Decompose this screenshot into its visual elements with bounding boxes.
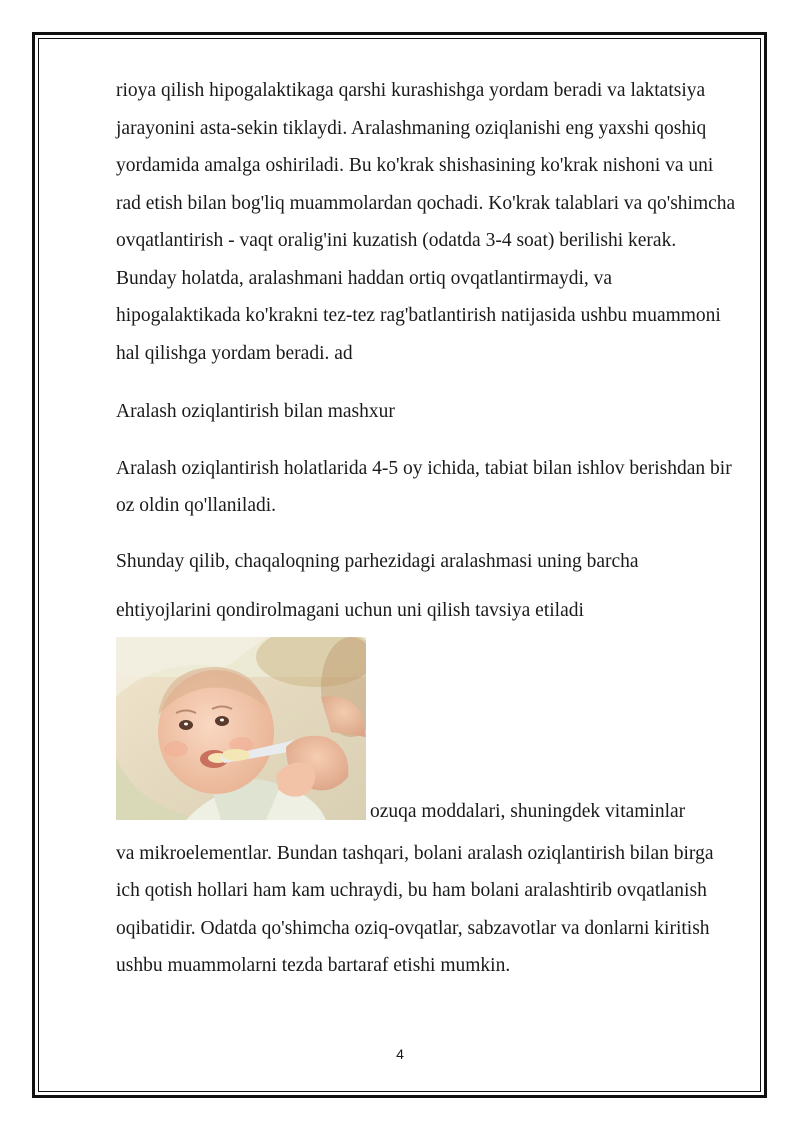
image-line	[116, 637, 736, 835]
page-number: 4	[396, 1046, 404, 1062]
image-caption-line: ozuqa moddalari, shuningdek vitaminlar	[370, 800, 686, 822]
section-heading: Aralash oziqlantirish bilan mashxur	[116, 401, 395, 422]
paragraph-2: Aralash oziqlantirish holatlarida 4-5 oy ichida, tabiat bilan ishlov berishdan bir oz oldin qo'llaniladi.	[116, 457, 732, 516]
baby-feeding-photo	[116, 637, 366, 820]
paragraph-1: rioya qilish hipogalaktikaga qarshi kurashishga yordam beradi va laktatsiya jarayonini asta-sekin tiklaydi. Aralashmaning oziqlanishi eng yaxshi qoshiq yordamida amalga oshiriladi. Bu ko'krak shishasining ko'krak nishoni va uni rad etish bilan bog'liq muammolardan qochadi. Ko'krak talablari va qo'shimcha ovqatlantirish - vaqt oralig'ini kuzatish (odatda 3-4 soat) berilishi kerak. Bunday holatda, aralashmani haddan ortiq ovqatlantirmaydi, va hipogalaktikada ko'krakni tez-tez rag'batlantirish natijasida ushbu muammoni hal qilishga yordam beradi. ad	[116, 80, 736, 364]
paragraph-4: va mikroelementlar. Bundan tashqari, bolani aralash oziqlantirish bilan birga ich qotish hollari ham kam uchraydi, bu ham bolani aralashtirib ovqatlanish oqibatidir. Odatda qo'shimcha oziq-ovqatlar, sabzavotlar va donlarni kiritish ushbu muammolarni tezda bartaraf etishi mumkin.	[116, 842, 714, 976]
document-body	[116, 72, 736, 985]
paragraph-3: Shunday qilib, chaqaloqning parhezidagi aralashmasi uning barcha ehtiyojlarini qondirolmagani uchun uni qilish tavsiya etiladi	[116, 550, 639, 621]
